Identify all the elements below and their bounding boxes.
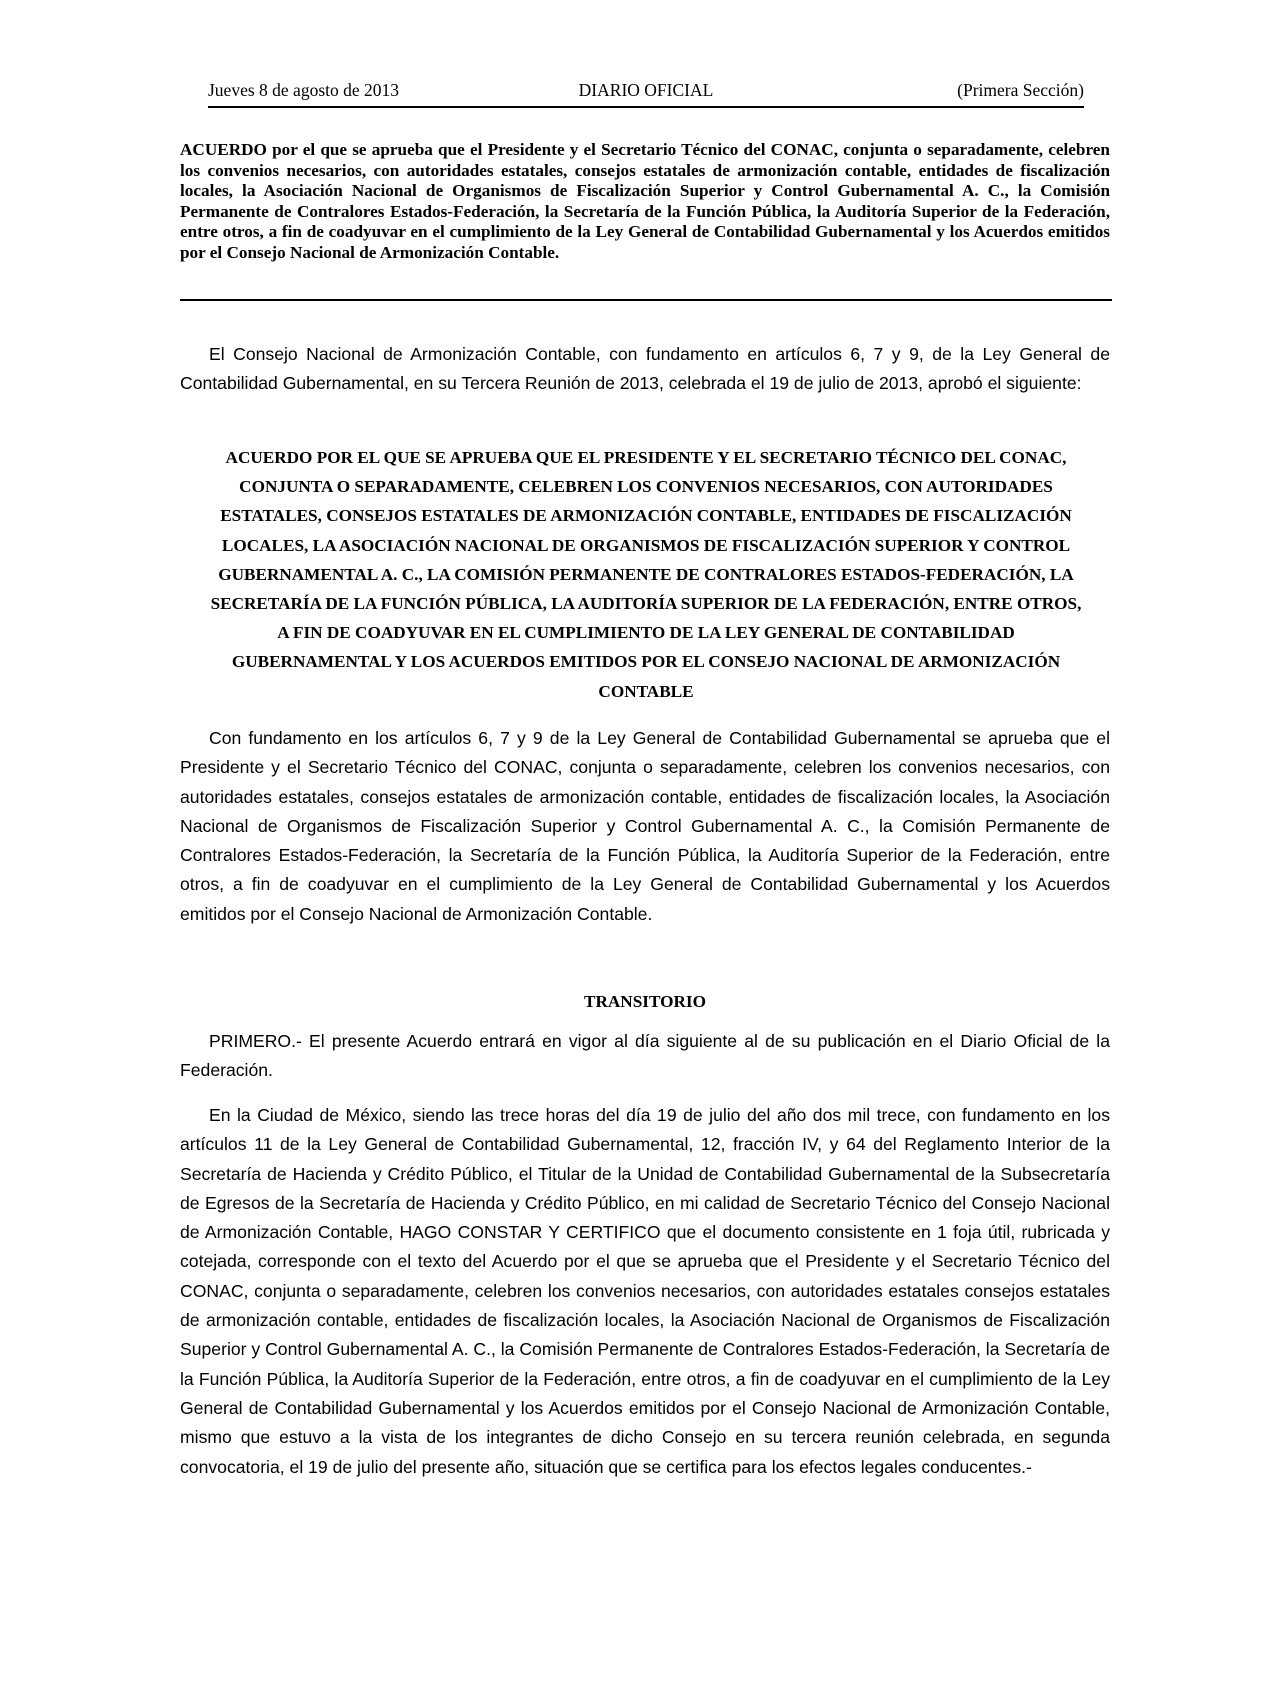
page-header <box>208 80 1084 108</box>
intro-paragraph: El Consejo Nacional de Armonización Contable, con fundamento en artículos 6, 7 y 9, de la Ley General de Contabilidad Gubernamental, en su Tercera Reunión de 2013, celebrada el 19 de julio de 2013, aprobó el siguiente: <box>180 344 1110 394</box>
header-date: Jueves 8 de agosto de 2013 <box>208 80 400 100</box>
agreement-title: ACUERDO POR EL QUE SE APRUEBA QUE EL PRESIDENTE Y EL SECRETARIO TÉCNICO DEL CONAC, CONJUNTA O SEPARADAMENTE, CELEBREN LOS CONVENIOS NECESARIOS, CON AUTORIDADES ESTATALES, CONSEJOS ESTATALES DE ARMONIZACIÓN CONTABLE, ENTIDADES DE FISCALIZACIÓN LOCALES, LA ASOCIACIÓN NACIONAL DE ORGANISMOS DE FISCALIZACIÓN SUPERIOR Y CONTROL GUBERNAMENTAL A. C., LA COMISIÓN PERMANENTE DE CONTRALORES ESTADOS-FEDERACIÓN, LA SECRETARÍA DE LA FUNCIÓN PÚBLICA, LA AUDITORÍA SUPERIOR DE LA FEDERACIÓN, ENTRE OTROS, A FIN DE COADYUVAR EN EL CUMPLIMIENTO DE LA LEY GENERAL DE CONTABILIDAD GUBERNAMENTAL Y LOS ACUERDOS EMITIDOS POR EL CONSEJO NACIONAL DE ARMONIZACIÓN CONTABLE <box>210 448 1082 701</box>
header-section: (Primera Sección) <box>957 80 1084 100</box>
transitorio-heading: TRANSITORIO <box>584 992 706 1011</box>
certification-paragraph: En la Ciudad de México, siendo las trece horas del día 19 de julio del año dos mil trece, con fundamento en los artículos 11 de la Ley General de Contabilidad Gubernamental, 12, fracción IV, y 64 del Reglamento Interior de la Secretaría de Hacienda y Crédito Público, el Titular de la Unidad de Contabilidad Gubernamental de la Subsecretaría de Egresos de la Secretaría de Hacienda y Crédito Público, en mi calidad de Secretario Técnico del Consejo Nacional de Armonización Contable, HAGO CONSTAR Y CERTIFICO que el documento consistente en 1 foja útil, rubricada y cotejada, corresponde con el texto del Acuerdo por el que se aprueba que el Presidente y el Secretario Técnico del CONAC, conjunta o separadamente, celebren los convenios necesarios, con autoridades estatales consejos estatales de armonización contable, entidades de fiscalización locales, la Asociación Nacional de Organismos de Fiscalización Superior y Control Gubernamental A. C., la Comisión Permanente de Contralores Estados-Federación, la Secretaría de la Función Pública, la Auditoría Superior de la Federación, entre otros, a fin de coadyuvar en el cumplimiento de la Ley General de Contabilidad Gubernamental y los Acuerdos emitidos por el Consejo Nacional de Armonización Contable, mismo que estuvo a la vista de los integrantes de dicho Consejo en su tercera reunión celebrada, en segunda convocatoria, el 19 de julio del presente año, situación que se certifica para los efectos legales conducentes.- <box>180 1105 1111 1477</box>
body-paragraph: Con fundamento en los artículos 6, 7 y 9 de la Ley General de Contabilidad Gubernamental se aprueba que el Presidente y el Secretario Técnico del CONAC, conjunta o separadamente, celebren los convenios necesarios, con autoridades estatales, consejos estatales de armonización contable, entidades de fiscalización locales, la Asociación Nacional de Organismos de Fiscalización Superior y Control Gubernamental A. C., la Comisión Permanente de Contralores Estados-Federación, la Secretaría de la Función Pública, la Auditoría Superior de la Federación, entre otros, a fin de coadyuvar en el cumplimiento de la Ley General de Contabilidad Gubernamental y los Acuerdos emitidos por el Consejo Nacional de Armonización Contable. <box>180 728 1110 924</box>
header-publication: DIARIO OFICIAL <box>578 80 714 100</box>
summary-divider <box>180 299 1112 301</box>
primero-paragraph: PRIMERO.- El presente Acuerdo entrará en vigor al día siguiente al de su publicación en el Diario Oficial de la Federación. <box>180 1031 1110 1081</box>
summary-paragraph: ACUERDO por el que se aprueba que el Presidente y el Secretario Técnico del CONAC, conjunta o separadamente, celebren los convenios necesarios, con autoridades estatales, consejos estatales de armonización contable, entidades de fiscalización locales, la Asociación Nacional de Organismos de Fiscalización Superior y Control Gubernamental A. C., la Comisión Permanente de Contralores Estados-Federación, la Secretaría de la Función Pública, la Auditoría Superior de la Federación, entre otros, a fin de coadyuvar en el cumplimiento de la Ley General de Contabilidad Gubernamental y los Acuerdos emitidos por el Consejo Nacional de Armonización Contable. <box>180 140 1110 262</box>
